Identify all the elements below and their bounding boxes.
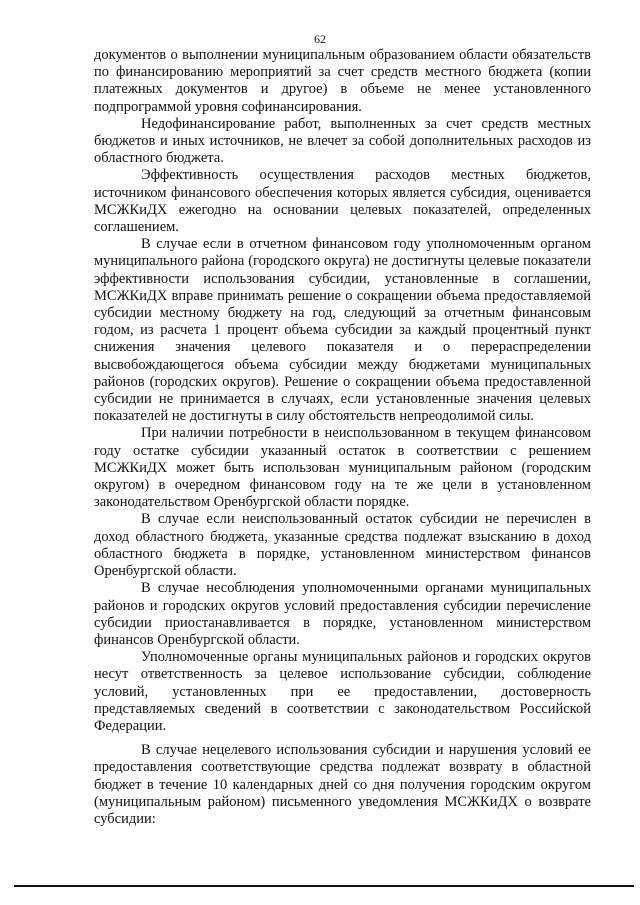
page-number: 62 [314, 32, 326, 46]
paragraph: Эффективность осуществления расходов местных бюджетов, источником финансового обеспечения которых является субсидия, оценивается МСЖКиДХ ежегодно на основании целевых показателей, определенных соглашением. [94, 167, 591, 236]
paragraph: документов о выполнении муниципальным образованием области обязательств по финансированию мероприятий за счет средств местного бюджета (копии платежных документов и другое) в объеме не менее установленного подпрограммой уровня софинансирования. [94, 47, 591, 115]
paragraph-spacer [94, 735, 591, 742]
paragraph: В случае если в отчетном финансовом году уполномоченным органом муниципального района (городского округа) не достигнуты целевые показатели эффективности использования субсидии, установленные в соглашении, МСЖКиДХ вправе принимать решение о сокращении объема предоставляемой субсидии местному бюджету на год, следующий за отчетным финансовым годом, из расчета 1 процент объема субсидии за каждый процентный пункт снижения значения целевого показателя и о перераспределении высвобождающегося объема субсидии между бюджетами муниципальных районов (городских округов). Решение о сокращении объема предоставленной субсидии не принимается в случаях, если установленные значения целевых показателей не достигнуты в силу обстоятельств непреодолимой силы. [94, 236, 591, 425]
paragraph: В случае нецелевого использования субсидии и нарушения условий ее предоставления соответствующие средства подлежат возврату в областной бюджет в течение 10 календарных дней со дня получения городским округом (муниципальным районом) письменного уведомления МСЖКиДХ о возврате субсидии: [94, 742, 591, 827]
bottom-rule [14, 885, 634, 887]
document-body [94, 47, 591, 828]
paragraph: В случае несоблюдения уполномоченными органами муниципальных районов и городских округов условий предоставления субсидии перечисление субсидии приостанавливается в порядке, установленном министерством финансов Оренбургской области. [94, 580, 591, 648]
paragraph: В случае если неиспользованный остаток субсидии не перечислен в доход областного бюджета, указанные средства подлежат взысканию в доход областного бюджета в порядке, установленном министерством финансов Оренбургской области. [94, 511, 591, 580]
paragraph: Недофинансирование работ, выполненных за счет средств местных бюджетов и иных источников, не влечет за собой дополнительных расходов из областного бюджета. [94, 115, 591, 167]
paragraph: При наличии потребности в неиспользованном в текущем финансовом году остатке субсидии указанный остаток в соответствии с решением МСЖКиДХ может быть использован муниципальным районом (городским округом) в очередном финансовом году на те же цели в установленном законодательством Оренбургской области порядке. [94, 425, 591, 511]
paragraph: Уполномоченные органы муниципальных районов и городских округов несут ответственность за целевое использование субсидии, соблюдение условий, установленных при ее предоставлении, достоверность представляемых сведений в соответствии с законодательством Российской Федерации. [94, 649, 591, 734]
